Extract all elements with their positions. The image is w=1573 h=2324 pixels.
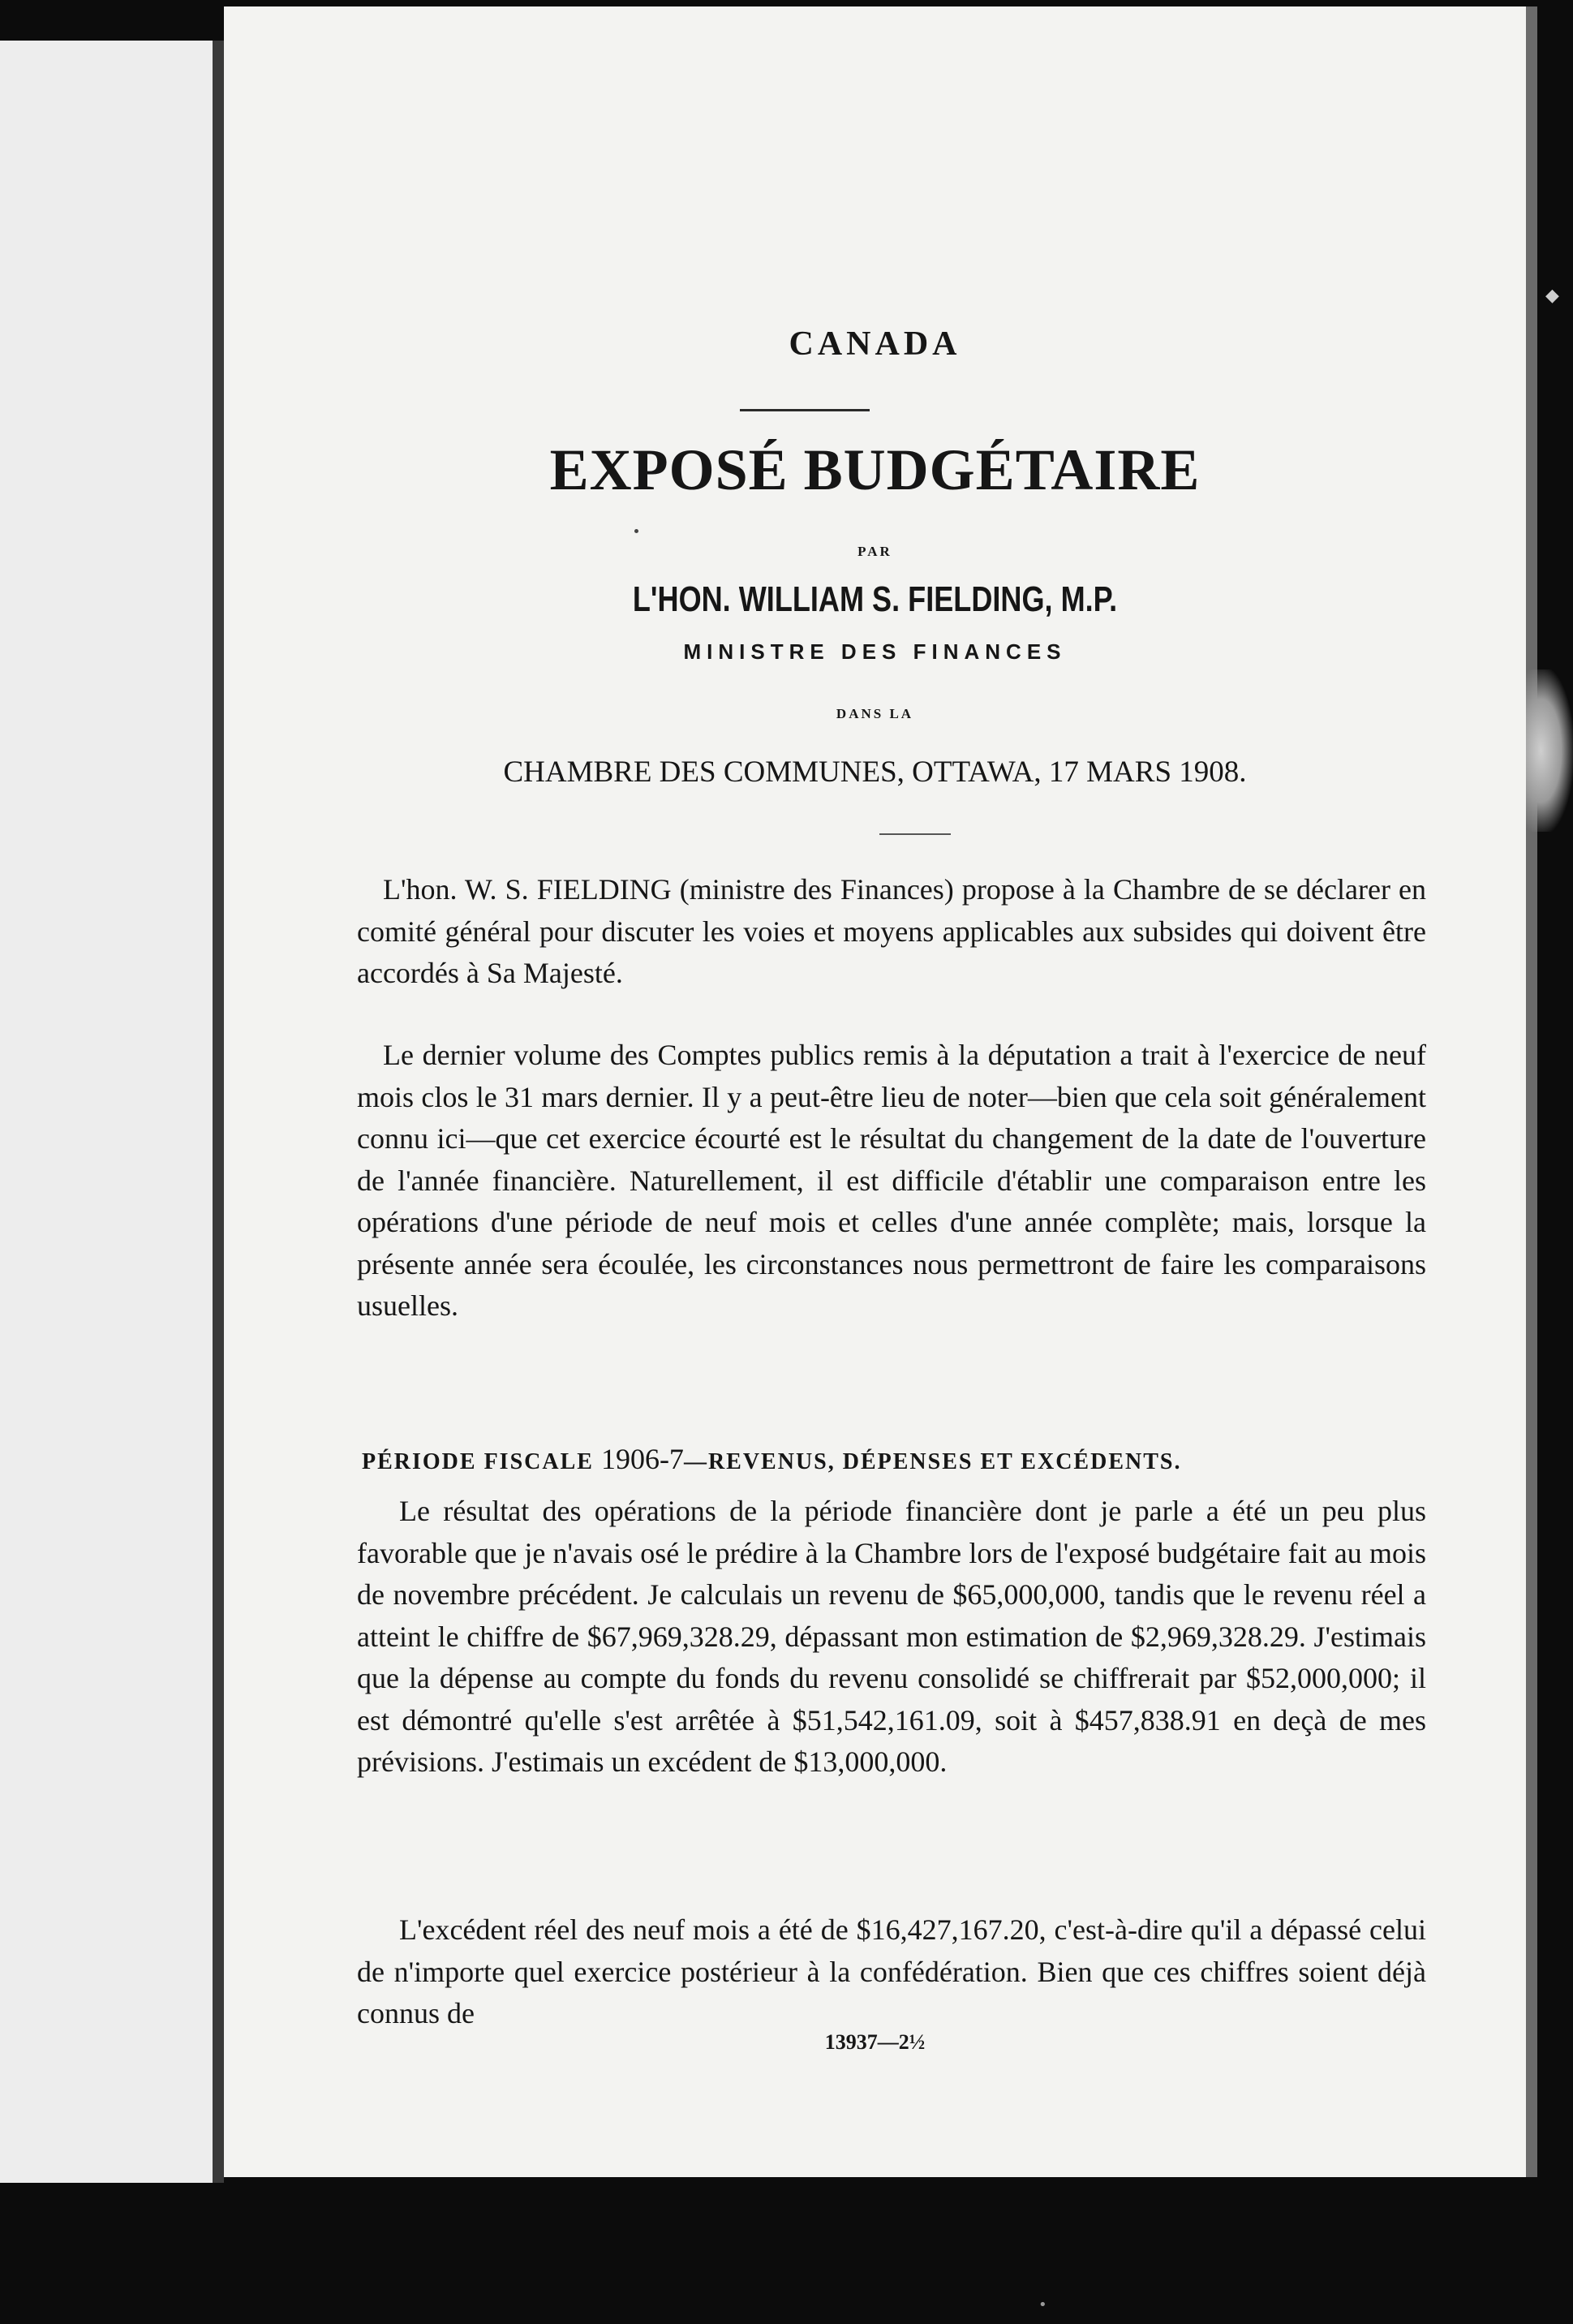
speck <box>634 529 638 533</box>
document-title: EXPOSÉ BUDGÉTAIRE <box>549 437 1201 502</box>
paragraph-text: Le résultat des opérations de la période financière dont je parle a été un peu plus favorable que je n'avais osé le prédire à la Chambre lors de l'exposé budgétaire fait au mois de novembre précédent. Je calculais un revenu de $65,000,000, tandis que le revenu réel a atteint le chiffre de $67,969,328.29, dépassant mon estimation de $2,969,328.29. J'estimais que la dépense au compte du fonds du revenu consolidé se chiffrerait par $52,000,000; il est démontré qu'elle s'est arrêtée à $51,542,161.09, soit à $457,838.91 en deçà de mes prévisions. J'estimais un excédent de $13,000,000. <box>357 1495 1426 1778</box>
page-edge-shadow <box>1526 6 1537 2177</box>
country-heading: CANADA <box>789 325 961 363</box>
section-heading-prefix: PÉRIODE FISCALE <box>362 1449 594 1474</box>
document-page <box>224 6 1526 2177</box>
paragraph-text: L'excédent réel des neuf mois a été de $16,427,167.20, c'est-à-dire qu'il a dépassé celui de n'importe quel exercice postérieur à la confédération. Bien que ces chiffres soient déjà connus de <box>357 1913 1426 2029</box>
scan-mark-bottom-icon: • <box>1038 2296 1047 2313</box>
section-heading-suffix: —REVENUS, DÉPENSES ET EXCÉDENTS. <box>683 1449 1182 1474</box>
page-gutter <box>213 41 224 2183</box>
paragraph-public-accounts <box>357 1035 1426 1328</box>
paragraph-results <box>357 1491 1426 1784</box>
author-role: MINISTRE DES FINANCES <box>683 639 1067 664</box>
header-divider <box>879 833 951 835</box>
paragraph-surplus <box>357 1909 1426 2035</box>
dans-label: DANS LA <box>836 706 914 721</box>
scan-mark-icon: ◆ <box>1545 286 1559 306</box>
paragraph-text: Le dernier volume des Comptes publics remis à la députation a trait à l'exercice de neuf mois clos le 31 mars dernier. Il y a peut-être lieu de noter—bien que cela soit généralement connu ici—que cet exercice écourté est le résultat du changement de la date de l'ouverture de l'année financière. Naturellement, il est difficile d'établir une comparaison entre les opérations d'une période de neuf mois et celles d'une année complète; mais, lorsque la présente année sera écoulée, les circonstances nous permettront de faire les comparaisons usuelles. <box>357 1039 1426 1322</box>
paragraph-text: L'hon. W. S. FIELDING (ministre des Finances) propose à la Chambre de se déclarer en comité général pour discuter les voies et moyens applicables aux subsides qui doivent être accordés à Sa Majesté. <box>357 873 1426 989</box>
venue-date: CHAMBRE DES COMMUNES, OTTAWA, 17 MARS 1908. <box>503 755 1247 789</box>
title-divider <box>740 409 870 411</box>
section-heading-years: 1906-7 <box>600 1443 684 1475</box>
author-name: L'HON. WILLIAM S. FIELDING, M.P. <box>632 579 1118 619</box>
paragraph-motion <box>357 869 1426 995</box>
page-reference: 13937—2½ <box>824 2030 926 2054</box>
section-heading <box>362 1442 1426 1476</box>
par-label: PAR <box>857 544 892 559</box>
facing-page <box>0 41 219 2183</box>
